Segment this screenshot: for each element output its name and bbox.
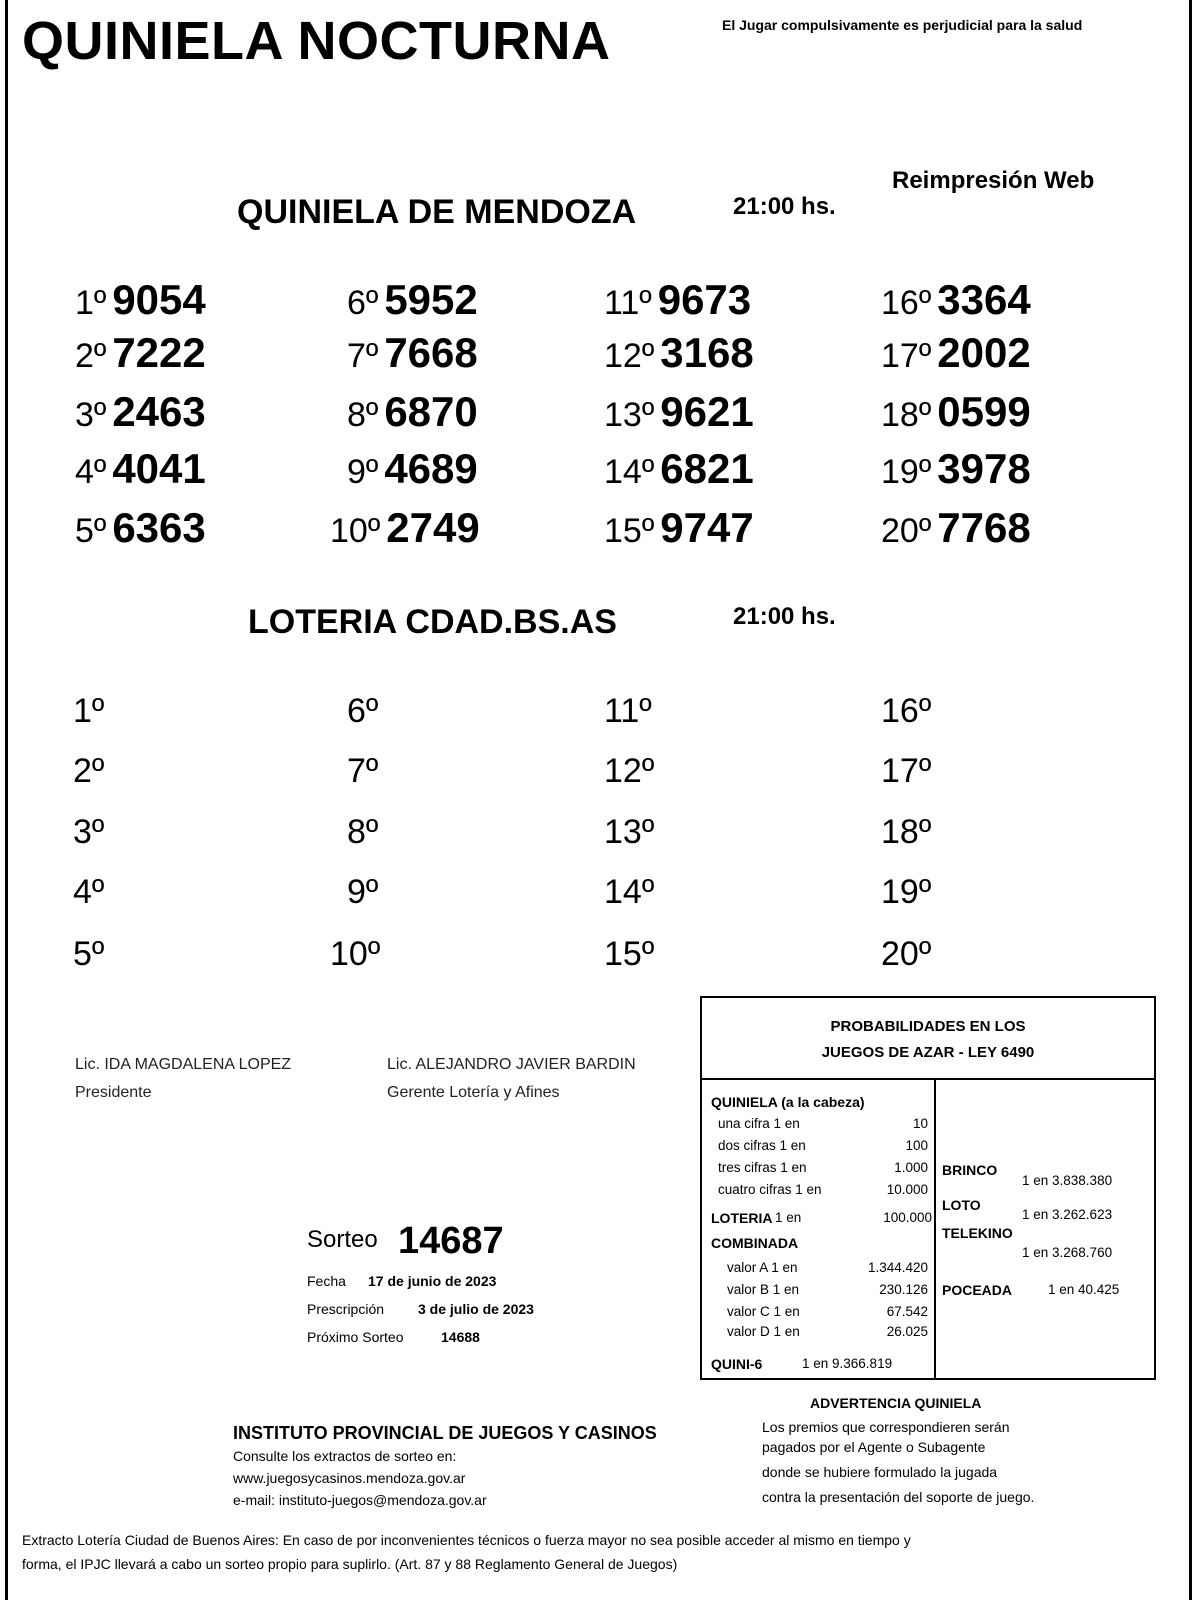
result-position: 8º bbox=[347, 813, 379, 851]
result-position: 9º bbox=[347, 873, 379, 911]
mendoza-result-cell bbox=[604, 388, 754, 436]
combinada-prob-row-value: 67.542 bbox=[886, 1304, 928, 1319]
result-position: 15º bbox=[604, 512, 655, 550]
probabilities-title-2: JUEGOS DE AZAR - LEY 6490 bbox=[821, 1044, 1035, 1061]
loteria-result-cell bbox=[347, 692, 378, 731]
loteria-result-cell bbox=[347, 752, 378, 791]
result-position: 7º bbox=[347, 752, 379, 790]
loteria-result-cell bbox=[73, 813, 104, 852]
result-number: 2002 bbox=[937, 329, 1031, 376]
institute-line-1: Consulte los extractos de sorteo en: bbox=[233, 1448, 457, 1464]
loteria-result-cell bbox=[347, 873, 378, 912]
quiniela-prob-row-value: 1.000 bbox=[894, 1160, 928, 1175]
result-position: 14º bbox=[604, 453, 655, 491]
result-position: 13º bbox=[604, 396, 655, 434]
advertencia-title: ADVERTENCIA QUINIELA bbox=[810, 1395, 982, 1411]
result-position: 6º bbox=[347, 284, 379, 322]
quiniela-prob-row-label: una cifra 1 en bbox=[718, 1116, 800, 1131]
result-position: 1º bbox=[73, 692, 105, 730]
result-number: 3168 bbox=[660, 329, 754, 376]
loteria-result-cell bbox=[604, 935, 654, 974]
mendoza-result-cell bbox=[75, 504, 206, 552]
quiniela-prob-row-label: tres cifras 1 en bbox=[718, 1160, 807, 1175]
combinada-prob-row-label: valor A 1 en bbox=[727, 1260, 798, 1275]
loteria-result-cell bbox=[881, 813, 931, 852]
health-warning: El Jugar compulsivamente es perjudicial para la salud bbox=[722, 17, 1083, 33]
loteria-time: 21:00 hs. bbox=[733, 603, 836, 630]
combinada-prob-row-label: valor D 1 en bbox=[727, 1324, 800, 1339]
mendoza-result-cell bbox=[881, 388, 1031, 436]
probabilities-title-1: PROBABILIDADES EN LOS bbox=[830, 1018, 1026, 1035]
mendoza-result-cell bbox=[604, 504, 754, 552]
quiniela-prob-row-value: 10.000 bbox=[886, 1182, 928, 1197]
prescription-date: 3 de julio de 2023 bbox=[418, 1301, 534, 1317]
loto-value: 1 en 3.262.623 bbox=[1022, 1207, 1113, 1222]
signature-president-name: Lic. IDA MAGDALENA LOPEZ bbox=[75, 1056, 292, 1073]
mendoza-result-cell bbox=[604, 445, 754, 493]
result-position: 10º bbox=[330, 512, 381, 550]
result-position: 3º bbox=[75, 396, 107, 434]
probabilities-divider-h bbox=[700, 1078, 1156, 1080]
result-position: 2º bbox=[73, 752, 105, 790]
loteria-title: LOTERIA CDAD.BS.AS bbox=[248, 603, 617, 641]
result-position: 14º bbox=[604, 873, 655, 911]
result-position: 4º bbox=[73, 873, 105, 911]
result-number: 9747 bbox=[660, 504, 754, 551]
quini6-value: 1 en 9.366.819 bbox=[802, 1356, 893, 1371]
result-number: 3364 bbox=[937, 276, 1031, 323]
result-position: 11º bbox=[604, 284, 652, 322]
combinada-prob-row-value: 1.344.420 bbox=[867, 1260, 928, 1275]
result-position: 1º bbox=[75, 284, 107, 322]
loteria-result-cell bbox=[330, 935, 380, 974]
loteria-prob-value: 100.000 bbox=[883, 1210, 932, 1225]
telekino-label: TELEKINO bbox=[942, 1225, 1013, 1241]
next-draw-label: Próximo Sorteo bbox=[307, 1329, 404, 1345]
mendoza-result-cell bbox=[75, 445, 206, 493]
result-position: 15º bbox=[604, 935, 655, 973]
draw-number: 14687 bbox=[398, 1220, 504, 1262]
advertencia-line-3: donde se hubiere formulado la jugada bbox=[762, 1464, 998, 1480]
quiniela-prob-row-label: cuatro cifras 1 en bbox=[718, 1182, 822, 1197]
brinco-label: BRINCO bbox=[942, 1162, 998, 1178]
poceada-value: 1 en 40.425 bbox=[1048, 1282, 1120, 1297]
loteria-result-cell bbox=[73, 935, 104, 974]
result-position: 8º bbox=[347, 396, 379, 434]
mendoza-result-cell bbox=[75, 388, 206, 436]
result-number: 4689 bbox=[384, 445, 478, 492]
signature-president-role: Presidente bbox=[75, 1084, 152, 1101]
result-position: 12º bbox=[604, 337, 655, 375]
loteria-result-cell bbox=[881, 873, 931, 912]
result-number: 5952 bbox=[384, 276, 478, 323]
mendoza-time: 21:00 hs. bbox=[733, 193, 836, 220]
mendoza-result-cell bbox=[347, 388, 478, 436]
combinada-prob-row-label: valor B 1 en bbox=[727, 1282, 800, 1297]
loteria-result-cell bbox=[73, 752, 104, 791]
mendoza-result-cell bbox=[604, 276, 751, 324]
mendoza-result-cell bbox=[347, 276, 478, 324]
quiniela-prob-label: QUINIELA (a la cabeza) bbox=[711, 1094, 865, 1110]
mendoza-result-cell bbox=[881, 276, 1031, 324]
result-number: 7668 bbox=[384, 329, 478, 376]
loteria-result-cell bbox=[73, 692, 104, 731]
result-position: 19º bbox=[881, 873, 932, 911]
result-position: 5º bbox=[73, 935, 105, 973]
result-position: 18º bbox=[881, 813, 932, 851]
result-position: 9º bbox=[347, 453, 379, 491]
brinco-value: 1 en 3.838.380 bbox=[1022, 1173, 1113, 1188]
quiniela-prob-row-value: 10 bbox=[912, 1116, 928, 1131]
loteria-result-cell bbox=[604, 873, 654, 912]
mendoza-result-cell bbox=[347, 445, 478, 493]
loteria-result-cell bbox=[604, 692, 652, 731]
result-position: 17º bbox=[881, 752, 932, 790]
result-position: 6º bbox=[347, 692, 379, 730]
loteria-prob-label: LOTERIA bbox=[711, 1210, 773, 1226]
result-position: 11º bbox=[604, 692, 652, 730]
institute-website: www.juegosycasinos.mendoza.gov.ar bbox=[233, 1470, 466, 1486]
institute-name: INSTITUTO PROVINCIAL DE JUEGOS Y CASINOS bbox=[233, 1423, 657, 1443]
advertencia-line-4: contra la presentación del soporte de juego. bbox=[762, 1489, 1035, 1505]
result-number: 2749 bbox=[386, 504, 480, 551]
mendoza-result-cell bbox=[347, 329, 478, 377]
signature-manager-role: Gerente Lotería y Afines bbox=[387, 1084, 560, 1101]
result-position: 19º bbox=[881, 453, 932, 491]
loteria-result-cell bbox=[604, 813, 654, 852]
result-position: 10º bbox=[330, 935, 381, 973]
combinada-label: COMBINADA bbox=[711, 1235, 799, 1251]
result-number: 4041 bbox=[112, 445, 206, 492]
result-position: 5º bbox=[75, 512, 107, 550]
quiniela-prob-row-label: dos cifras 1 en bbox=[718, 1138, 806, 1153]
combinada-prob-row-label: valor C 1 en bbox=[727, 1304, 800, 1319]
mendoza-result-cell bbox=[75, 276, 206, 324]
result-number: 9621 bbox=[660, 388, 754, 435]
combinada-prob-row-value: 26.025 bbox=[886, 1324, 928, 1339]
quini6-label: QUINI-6 bbox=[711, 1356, 763, 1372]
mendoza-result-cell bbox=[604, 329, 754, 377]
result-position: 18º bbox=[881, 396, 932, 434]
result-position: 13º bbox=[604, 813, 655, 851]
result-position: 16º bbox=[881, 284, 932, 322]
result-number: 6363 bbox=[112, 504, 206, 551]
mendoza-result-cell bbox=[881, 329, 1031, 377]
footer-line-2: forma, el IPJC llevará a cabo un sorteo propio para suplirlo. (Art. 87 y 88 Reglamento General de Juegos) bbox=[22, 1556, 678, 1572]
draw-date: 17 de junio de 2023 bbox=[368, 1273, 497, 1289]
mendoza-result-cell bbox=[330, 504, 480, 552]
result-position: 20º bbox=[881, 935, 932, 973]
institute-email: e-mail: instituto-juegos@mendoza.gov.ar bbox=[233, 1492, 487, 1508]
loteria-result-cell bbox=[73, 873, 104, 912]
poceada-label: POCEADA bbox=[942, 1282, 1013, 1298]
draw-label: Sorteo bbox=[307, 1226, 378, 1253]
result-number: 7222 bbox=[112, 329, 206, 376]
mendoza-result-cell bbox=[75, 329, 206, 377]
result-position: 17º bbox=[881, 337, 932, 375]
loteria-result-cell bbox=[881, 692, 931, 731]
mendoza-result-cell bbox=[881, 445, 1031, 493]
result-number: 9673 bbox=[657, 276, 752, 323]
reprint-label: Reimpresión Web bbox=[892, 167, 1095, 194]
result-position: 20º bbox=[881, 512, 932, 550]
result-position: 4º bbox=[75, 453, 107, 491]
quiniela-prob-row-value: 100 bbox=[905, 1138, 928, 1153]
next-draw-number: 14688 bbox=[441, 1329, 480, 1345]
loto-label: LOTO bbox=[942, 1197, 981, 1213]
loteria-prob-prefix: 1 en bbox=[775, 1210, 802, 1225]
result-number: 3978 bbox=[937, 445, 1031, 492]
result-number: 2463 bbox=[112, 388, 206, 435]
telekino-value: 1 en 3.268.760 bbox=[1022, 1245, 1113, 1260]
result-number: 0599 bbox=[937, 388, 1031, 435]
loteria-result-cell bbox=[347, 813, 378, 852]
loteria-result-cell bbox=[881, 752, 931, 791]
mendoza-result-cell bbox=[881, 504, 1031, 552]
draw-date-label: Fecha bbox=[307, 1273, 346, 1289]
loteria-result-cell bbox=[604, 752, 654, 791]
result-position: 16º bbox=[881, 692, 932, 730]
loteria-result-cell bbox=[881, 935, 931, 974]
footer-line-1: Extracto Lotería Ciudad de Buenos Aires: En caso de por inconvenientes técnicos o fuerza mayor no sea posible acceder al mismo en tiempo y bbox=[22, 1532, 911, 1548]
result-position: 2º bbox=[75, 337, 107, 375]
mendoza-title: QUINIELA DE MENDOZA bbox=[237, 193, 637, 231]
advertencia-line-1: Los premios que correspondieren serán bbox=[762, 1419, 1010, 1435]
combinada-prob-row-value: 230.126 bbox=[879, 1282, 928, 1297]
result-number: 7768 bbox=[937, 504, 1031, 551]
result-position: 12º bbox=[604, 752, 655, 790]
result-number: 9054 bbox=[112, 276, 206, 323]
result-number: 6821 bbox=[660, 445, 754, 492]
result-position: 3º bbox=[73, 813, 105, 851]
result-number: 6870 bbox=[384, 388, 478, 435]
result-position: 7º bbox=[347, 337, 379, 375]
advertencia-line-2: pagados por el Agente o Subagente bbox=[762, 1439, 986, 1455]
signature-manager-name: Lic. ALEJANDRO JAVIER BARDIN bbox=[387, 1056, 636, 1073]
page-title: QUINIELA NOCTURNA bbox=[22, 11, 611, 71]
probabilities-divider-v bbox=[934, 1080, 936, 1380]
prescription-label: Prescripción bbox=[307, 1301, 385, 1317]
